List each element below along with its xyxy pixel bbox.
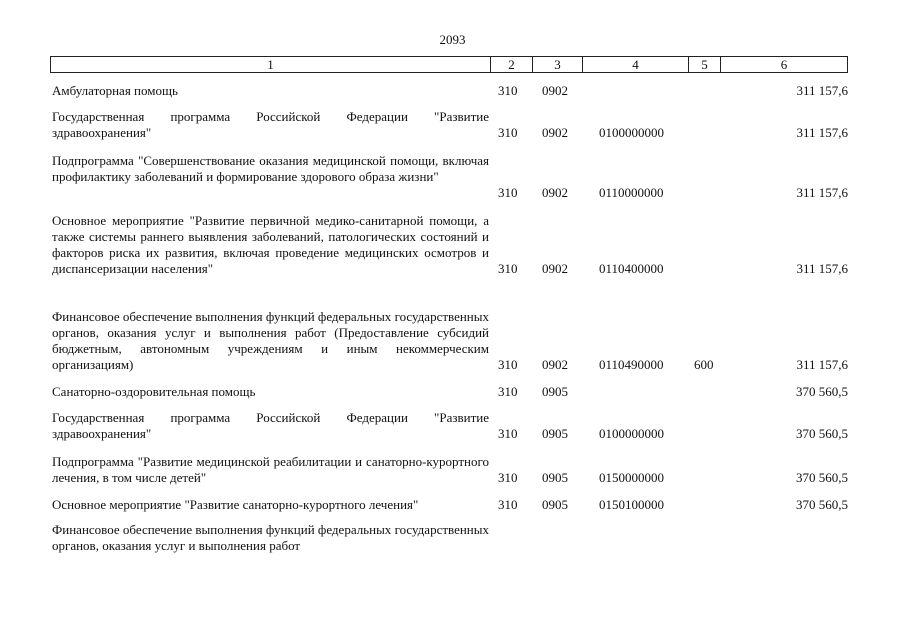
row-col-3: 0902	[542, 261, 568, 276]
row-col-6: 370 560,5	[796, 426, 848, 441]
row-col-3: 0905	[542, 470, 568, 485]
row-col-6: 311 157,6	[796, 125, 848, 140]
row-col-6: 311 157,6	[796, 357, 848, 372]
row-description: Финансовое обеспечение выполнения функций федеральных государственных органов, оказания услуг и выполнения работ	[52, 522, 489, 553]
row-col-3: 0902	[542, 185, 568, 200]
row-col-5: 600	[694, 357, 714, 372]
row-col-3: 0905	[542, 426, 568, 441]
row-col-3: 0902	[542, 125, 568, 140]
row-col-2: 310	[498, 497, 518, 512]
row-col-4: 0100000000	[599, 426, 664, 441]
row-col-6: 370 560,5	[796, 384, 848, 399]
row-col-6: 311 157,6	[796, 261, 848, 276]
row-description: Амбулаторная помощь	[52, 83, 178, 98]
table-header	[50, 56, 848, 73]
row-col-6: 370 560,5	[796, 497, 848, 512]
header-col-2: 2	[491, 57, 533, 72]
row-description: Государственная программа Российской Федерации "Развитие здравоохранения"	[52, 109, 489, 140]
row-col-2: 310	[498, 357, 518, 372]
row-col-2: 310	[498, 125, 518, 140]
row-col-2: 310	[498, 384, 518, 399]
row-col-2: 310	[498, 470, 518, 485]
row-col-6: 370 560,5	[796, 470, 848, 485]
row-description: Государственная программа Российской Федерации "Развитие здравоохранения"	[52, 410, 489, 441]
row-description: Санаторно-оздоровительная помощь	[52, 384, 256, 399]
row-col-3: 0902	[542, 357, 568, 372]
table-row	[52, 109, 848, 141]
row-col-4: 0110490000	[599, 357, 664, 372]
row-col-4: 0150100000	[599, 497, 664, 512]
row-description: Основное мероприятие "Развитие санаторно-курортного лечения"	[52, 497, 419, 512]
row-col-4: 0100000000	[599, 125, 664, 140]
header-col-5: 5	[689, 57, 721, 72]
row-description: Подпрограмма "Развитие медицинской реабилитации и санаторно-курортного лечения, в том числе детей"	[52, 454, 489, 485]
table-row	[52, 522, 848, 554]
table-row	[52, 213, 848, 277]
table-row	[52, 83, 848, 99]
row-col-4: 0110400000	[599, 261, 664, 276]
row-col-4: 0110000000	[599, 185, 664, 200]
header-col-1: 1	[51, 57, 491, 72]
row-col-2: 310	[498, 185, 518, 200]
table-row	[52, 153, 848, 201]
row-col-2: 310	[498, 261, 518, 276]
row-col-3: 0902	[542, 83, 568, 98]
row-col-4: 0150000000	[599, 470, 664, 485]
header-col-4: 4	[583, 57, 689, 72]
table-row	[52, 454, 848, 486]
row-col-3: 0905	[542, 497, 568, 512]
page-number: 2093	[439, 32, 466, 47]
table-row	[52, 309, 848, 373]
table-row	[52, 410, 848, 442]
header-col-6: 6	[780, 57, 788, 72]
row-col-2: 310	[498, 426, 518, 441]
row-description: Основное мероприятие "Развитие первичной медико-санитарной помощи, а также системы раннего выявления заболеваний, патологических состояний и факторов риска их развития, включая проведение медицинских осмотров и диспансеризации населения"	[52, 213, 489, 276]
row-col-3: 0905	[542, 384, 568, 399]
row-description: Финансовое обеспечение выполнения функций федеральных государственных органов, оказания услуг и выполнения работ (Предоставление субсидий бюджетным, автономным учреждениям и иным некоммерческим организациям)	[52, 309, 489, 372]
table-row	[52, 384, 848, 400]
row-description: Подпрограмма "Совершенствование оказания медицинской помощи, включая профилактику заболеваний и формирование здорового образа жизни"	[52, 153, 489, 184]
row-col-2: 310	[498, 83, 518, 98]
header-col-3: 3	[533, 57, 583, 72]
row-col-6: 311 157,6	[796, 185, 848, 200]
row-col-6: 311 157,6	[796, 83, 848, 98]
table-row	[52, 497, 848, 513]
